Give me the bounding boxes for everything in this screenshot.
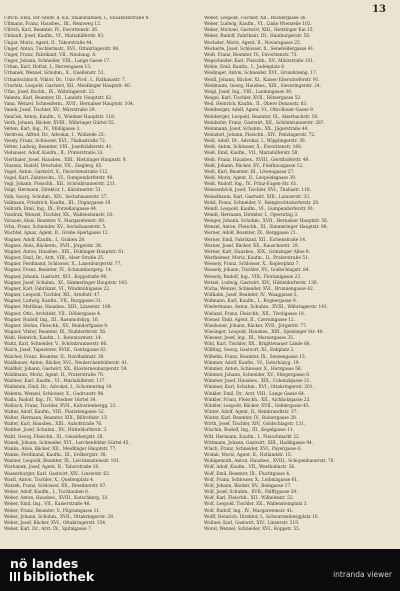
directory-entry: Wachtel, Ignaz, Agent, II., Große Sperlgasse 12. bbox=[4, 231, 109, 237]
directory-entry: Weber, Josef, Bäcker, XVI., Ottakringerstr. 154. bbox=[4, 520, 107, 526]
directory-entry: Winter, Karl, Beamter, IV., Rainergasse 28. bbox=[204, 416, 298, 422]
directory-entry: Wastl, Anton, Tischler, X., Quellenplatz 4. bbox=[4, 477, 95, 483]
directory-entry: Weidl, Johann, Bäcker, XI., Kaiser-Ebersdorferstr. 91. bbox=[204, 77, 320, 83]
directory-entry: Wimmer, Anton, Schlosser, X., Herzgasse 56. bbox=[204, 366, 302, 372]
directory-entry: Wagner, Adolf, Kaufm., I., Graben 28. bbox=[4, 237, 86, 243]
directory-entry: Wolf, Franz, Schlosser, X., Leibnizgasse 61. bbox=[204, 477, 299, 483]
directory-entry: Weinmann, Josef, Schuhm., XX., Jägerstraße 44. bbox=[204, 126, 309, 132]
directory-entry: Wilfling, Georg, Gastwirt, XI., Enkplatz 2. bbox=[204, 348, 295, 354]
directory-entry: Wagner, Rudolf, Ing., III., Rasumofskyg. 16. bbox=[4, 317, 99, 323]
directory-entry: Weidmann, Georg, Hausbes., XIX., Sieveringerstr. 24. bbox=[204, 83, 321, 89]
directory-entry: Walter, Hermann, Beamter, XIX., Billrothstr. 13. bbox=[4, 416, 109, 422]
directory-entry: Wolf, Rudolf, Ing., IV., Margaretenstr. 41. bbox=[204, 508, 294, 514]
directory-entry: Wagner, Karl, Fabrikant, VI., Windmühlgasse 22. bbox=[4, 286, 111, 292]
directory-entry: Vetter, Ludwig, Beamter, VIII., Josefstädterstr. 41. bbox=[4, 145, 113, 151]
directory-entry: Weiß, Emil, Kaufm., VII., Mariahilferstr. 58. bbox=[204, 151, 299, 157]
directory-entry: Weigl, Josef, Ing., VIII., Laudongasse 39. bbox=[204, 89, 293, 95]
directory-entry: Wimmer, Josef, Hausbes., XIX., Cobenzlgasse 31. bbox=[204, 379, 311, 385]
directory-entry: Unger, Johann, Schneider, VIII., Lange Gasse 17. bbox=[4, 59, 111, 65]
directory-entry: Vierthaler, Josef, Hausbes., XIII., Hietzinger Hauptstr. 9. bbox=[4, 157, 127, 163]
directory-entry: Waitz, Karl, Schneider, V., Schönbrunnerstr. 66. bbox=[4, 342, 108, 348]
directory-entry: Ulrich, Emil, Dir.-Stellv. d. k.k. Staatsbahnen, I., Elisabethstraße 9. bbox=[4, 16, 150, 21]
directory-entry: Urschitz, Leopold, Gastwirt, XII., Meidlinger Hauptstr. 40. bbox=[4, 83, 132, 89]
directory-entry: Wollner, Karl, Gastwirt, XIV., Linzerstr. 219. bbox=[204, 520, 300, 526]
directory-entry: Wagner, Johann, Gastwirt, XVI., Koppstraße 90. bbox=[4, 274, 108, 280]
directory-entry: Vogel, Anton, Gastwirt, X., Favoritenstraße 112. bbox=[4, 169, 109, 175]
directory-entry: Weiß, Moriz, Agent, II., Leopoldsgasse 39. bbox=[204, 176, 297, 182]
directory-entry: Umlauft, Josef, Kaufm., VI., Mariahilferstr. 83. bbox=[4, 34, 105, 40]
directory-entry: Winter, Adolf, Agent, II., Rembrandtstr. 37. bbox=[204, 410, 298, 415]
directory-entry: Wilhelm, Franz, Beamter, IX., Sensengasse 13. bbox=[204, 354, 306, 360]
directory-entry: Vollmann, Friedrich, Kaufm., III., Ungargasse 19. bbox=[4, 200, 112, 206]
directory-entry: Wittmann, Johann, Gastwirt, XIII., Hadikgasse 94. bbox=[204, 440, 314, 446]
directory-entry: Wolff, Heinrich, Direktor, I., Schwarzenbergplatz 10. bbox=[204, 514, 319, 520]
directory-entry: Weber, Rudolf, Fabrikant, III., Hainburgerstr. 58. bbox=[204, 34, 311, 40]
directory-entry: Wendl, Leopold, Kaufm., VI., Gumpendorferstr. 91. bbox=[204, 206, 315, 212]
directory-entry: Walla, Rudolf, Ing., IV., Wiedner Gürtel 34. bbox=[4, 397, 97, 403]
directory-entry: Weckerle, Josef, Schlosser, X., Senefeldergasse 41. bbox=[204, 46, 315, 52]
directory-entry: Wagner, Franz, Beamter, IV., Schaumburgerg. 14. bbox=[4, 268, 113, 274]
directory-entry: Wedl, Franz, Beamter, IV., Favoritenstr. 73. bbox=[204, 52, 298, 58]
directory-entry: Unger, Anton, Tischlermstr., XVI., Ottakringerstr. 98. bbox=[4, 46, 120, 52]
directory-entry: Uthe, Josef, Buchh., IX., Währingerstr. 22. bbox=[4, 89, 96, 95]
directory-entry: Walenta, Wenzel, Schlosser, X., Gudrunstr. 96. bbox=[4, 391, 105, 397]
directory-entry: Wimmer, Adolf, Kaufm., VI., Esterházyg. 19. bbox=[204, 360, 300, 366]
directory-entry: Wetzel, Ludwig, Gastwirt, XIV., Hütteldorferstr. 136. bbox=[204, 280, 318, 286]
directory-entry: Wallisch, Franz, Tischler, XVII., Kalvarienbergg. 21. bbox=[4, 403, 117, 409]
directory-entry: Wiesinger, Leopold, Hausbes., XIII., Speisinger Str. 40. bbox=[204, 329, 324, 335]
directory-entry: Weiß, Anton, Schlosser, X., Favoritenstr. 168. bbox=[204, 145, 303, 151]
directory-entry: Wasserburger, Karl, Gastwirt, XIV., Linzerstr. 62. bbox=[4, 471, 111, 477]
left-column bbox=[4, 16, 194, 533]
directory-entry: Wiesbauer, Johann, Bäcker, XVII., Jörgerstr. 77. bbox=[204, 323, 308, 329]
directory-entry: Weber, Anton, Hausbes., XVIII., Kutschkerg. 33. bbox=[4, 496, 109, 502]
directory-entry: Weiß, Johann, Bäcker, XV., Fünfhausgasse 12. bbox=[204, 163, 304, 169]
directory-entry: Wanka, Alois, Bäcker, XII., Meidlinger Hauptstr. 77. bbox=[4, 446, 117, 452]
directory-entry: Werner, Emil, Fabrikant, XII., Eichenstraße 14. bbox=[204, 237, 307, 243]
directory-entry: Volk, Georg, Schuhm., XIV., Sechshauserstr. 27. bbox=[4, 194, 108, 200]
directory-entry: Vaniček, Anton, Kaufm., V., Wiedner Hauptstr. 118. bbox=[4, 114, 116, 120]
directory-entry: Wendt, Hermann, Direktor, I., Opernring 3. bbox=[204, 213, 299, 218]
directory-entry: Wertheimer, Moriz, Kaufm., II., Praterstraße 51. bbox=[204, 256, 310, 262]
page-number: 13 bbox=[372, 4, 386, 15]
directory-entry: Wagner, Ludwig, Kaufm., VII., Burggasse 31. bbox=[4, 299, 102, 305]
directory-entry: Wagner, Otto, Architekt, VII., Döblergasse 4. bbox=[4, 311, 102, 317]
directory-entry: Weinhofer, Franz, Gastwirt, XII., Schönbrunnerstr. 287. bbox=[204, 120, 325, 126]
directory-entry: Ullmann, Franz, Hausbes., III., Rennweg 12. bbox=[4, 22, 102, 28]
directory-entry: Wolf, Josef, Schuhm., XVII., Palffygasse 29. bbox=[204, 490, 298, 496]
directory-entry: Winkler, Leopold, Bäcker, XVII., Geblergasse 45. bbox=[204, 403, 310, 409]
directory-entry: Wodak, Moriz, Agent, II., Hollandstr. 15. bbox=[204, 453, 292, 459]
directory-entry: Wehle, Emil, Kaufm., I., Judenplatz 6. bbox=[204, 65, 286, 71]
directory-entry: Wagner, Ferdinand, Schlosser, X., Laxenburgerstr. 77. bbox=[4, 262, 122, 268]
directory-entry: Unger, Franz, Fabrikant, VII., Neubaug. 8. bbox=[4, 52, 97, 58]
viewer-footer bbox=[0, 549, 400, 591]
directory-entry: Waldmann, Moriz, Agent, II., Praterstraße 70. bbox=[4, 373, 105, 379]
directory-entry: Vana, Wenzel, Schneiderm., XVII., Hernalser Hauptstr. 104. bbox=[4, 102, 135, 108]
directory-entry: Waldstein, Emil, Dr., Advokat, I., Schottenring 19. bbox=[4, 385, 113, 391]
directory-entry: Weinberger, Adolf, Agent, VI., Otto-Bauer-Gasse 9. bbox=[204, 108, 315, 114]
directory-entry: Wagner, Anton, Hausbes., XIX., Döblinger Hauptstr. 61. bbox=[4, 249, 126, 255]
directory-entry: Wenzel, Anton, Fleischh., XI., Simmeringer Hauptstr. 88. bbox=[204, 225, 328, 231]
directory-entry: Walter, Adolf, Kaufm., VIII., Piaristengasse 52. bbox=[4, 410, 105, 415]
directory-entry: Weiß, Franz, Hausbes., XVIII., Gersthoferstr. 49. bbox=[204, 157, 310, 163]
directory-entry: Welzl, Franz, Schneider, V., Reinprechtsdorferstr. 20. bbox=[204, 200, 320, 206]
directory-entry: Vondrak, Wenzel, Tischler, XX., Wallensteinstr. 18. bbox=[4, 213, 114, 218]
directory-entry: Vollrath, Emil, Ing., IX., Porzellangasse 44. bbox=[4, 206, 98, 212]
directory-entry: Wenger, Johann, Schuhm., XVII., Hernalser Hauptstr. 56. bbox=[204, 219, 329, 225]
directory-entry: Wohlgemuth, Anton, Hausbes., XVIII., Schopenhauerstr. 70. bbox=[204, 459, 335, 465]
directory-entry: Widmann, Karl, Kaufm., I., Bognergasse 9. bbox=[204, 299, 297, 305]
directory-entry: Wanek, Johann, Schneider, XVI., Lerchenfelder Gürtel 45. bbox=[4, 440, 130, 446]
directory-entry: Verdross, Alfred, Dr., Advokat, I., Wollzeile 25. bbox=[4, 132, 105, 138]
directory-entry: Wechsler, Moriz, Agent, II., Novaragasse 25. bbox=[204, 40, 302, 46]
directory-entry: Viehauser, Adolf, Kaufm., II., Praterstraße 33. bbox=[4, 151, 104, 157]
directory-entry: Wiener, Emil, Agent, II., Czerningasse 12. bbox=[204, 317, 296, 323]
directory-entry: Watzek, Franz, Schlosser, XX., Dresdnerstr. 87. bbox=[4, 483, 107, 489]
directory-entry: Vogl, Johann, Fleischh., XII., Schönbrunnerstr. 231. bbox=[4, 182, 116, 188]
directory-entry: Urban, Karl, Hofrat, I., Herrengasse 13. bbox=[4, 65, 92, 71]
directory-entry: Wlach, Franz, Schneider, XVI., Payergasse 6. bbox=[204, 446, 302, 452]
logo-line-2 bbox=[10, 568, 95, 584]
directory-entry: Wild, Karl, Tischler, XX., Brigittenauer Lände 66. bbox=[204, 342, 311, 348]
directory-entry: Vesely, Franz, Schlosser, XVI., Thaliastraße 72. bbox=[4, 139, 107, 145]
directory-entry: Ungar, Moriz, Agent, II., Taborstraße 44. bbox=[4, 40, 94, 46]
directory-entry: Wagner, Viktor, Beamter, IX., Nußdorferstr. 56. bbox=[4, 329, 107, 335]
directory-entry: Wagner, Emil, Dr., Arzt, VIII., Alser Straße 25. bbox=[4, 256, 105, 262]
directory-entry: Warhanek, Josef, Agent, II., Taborstraße 18. bbox=[4, 465, 100, 471]
directory-entry: Wessely, Rudolf, Ing., VIII., Florianigasse 23. bbox=[204, 274, 302, 280]
directory-entry: Wimmer, Johann, Schneider, XV., Stiegergasse 8. bbox=[204, 373, 311, 379]
directory-entry: Weber, Emil, Ing., VII., Kaiserstraße 46. bbox=[4, 502, 91, 508]
directory-entry: Weil, Heinrich, Kaufm., II., Obere Donaustr. 63. bbox=[204, 102, 308, 108]
directory-entry: Waltl, Georg, Fleischh., XI., Geiselbergstr. 28. bbox=[4, 434, 104, 440]
directory-entry: Winkler, Franz, Fleischh., XII., Aichholzgasse 23. bbox=[204, 397, 311, 403]
directory-entry: Wegscheider, Karl, Fleischh., XV., Märzstraße 101. bbox=[204, 59, 315, 65]
directory-entry: Walcher, Franz, Beamter, II., Nordbahnstr. 30. bbox=[4, 354, 105, 360]
directory-entry: Weiß, Adolf, Dr., Advokat, I., Wipplingerstr. 30. bbox=[204, 139, 306, 145]
right-column bbox=[204, 16, 394, 533]
directory-entry: Wagner, Stefan, Fleischh., XV., Reindorfgasse 9. bbox=[4, 323, 109, 329]
directory-entry: Werner, Karl, Hausbes., XIX., Grinzinger Allee 8. bbox=[204, 249, 311, 255]
directory-entry: Vrba, Franz, Schneider, XV., Sechshauserstr. 5. bbox=[4, 225, 107, 231]
directory-entry: Wanner, Leopold, Beamter, IX., Liechtensteinstr. 101. bbox=[4, 459, 121, 465]
directory-entry: Walther, Josef, Schuhm., XV., Hütteldorferstr. 3. bbox=[4, 428, 108, 434]
directory-entry: Weber, Franz, Beamter, V., Pilgramgasse 11. bbox=[4, 508, 101, 514]
directory-entry: Velten, Karl, Ing., IV., Mühlgasse 3. bbox=[4, 126, 81, 132]
directory-entry: Weber, Michael, Gastwirt, XIII., Hietzinger Kai 15. bbox=[204, 28, 314, 34]
logo-line-1: nö landes bbox=[10, 556, 79, 571]
directory-entry: Weidinger, Anton, Schneider, XVI., Grundsteing. 17. bbox=[204, 71, 318, 77]
directory-entry: Veith, Johann, Bäcker, XVIII., Währinger Gürtel 55. bbox=[4, 120, 115, 126]
directory-entry: Waldner, Karl, Kaufm., VI., Mariahilferstr. 117. bbox=[4, 379, 106, 385]
directory-entry: Wolf, Emil, Beamter, IX., Fluchtgasse 4. bbox=[204, 471, 291, 477]
directory-entry: Weber, Ludwig, Kaufm., VI., Linke Wienzeile 102. bbox=[204, 22, 312, 28]
directory-entry: Urbanek, Wenzel, Schuhm., X., Quellenstr. 51. bbox=[4, 71, 105, 77]
directory-entry: Werner, Josef, Bäcker, XX., Rauscherstr. 29. bbox=[204, 243, 299, 249]
directory-entry: Wolf, Karl, Fleischh., XII., Wilhelmstr. 52. bbox=[204, 496, 294, 502]
directory-entry: Wagner, Alois, Bäckerm., XVII., Jörgerstr. 38. bbox=[4, 243, 103, 249]
directory-entry: Walter, Karl, Hausbes., XIII., Auhofstraße 76. bbox=[4, 422, 103, 428]
directory-entry: Wischin, Rudolf, Ing., III., Kegelgasse 11. bbox=[204, 428, 294, 434]
directory-entry: Witt, Hermann, Kaufm., I., Fleischmarkt 22. bbox=[204, 434, 301, 440]
logo-line-2-text: bibliothek bbox=[23, 568, 95, 584]
directory-entry: Voigt, Hermann, Direktor, I., Kärntnerstr. 51. bbox=[4, 188, 103, 194]
directory-entry: Weber, Adolf, Kaufm., I., Tuchlauben 8. bbox=[4, 490, 90, 496]
directory-entry: Wieland, Franz, Fleischh., XII., Tivoligasse 18. bbox=[204, 311, 306, 317]
directory-entry: Wanke, Ferdinand, Kaufm., III., Erdbergstr. 38. bbox=[4, 453, 107, 459]
directory-entry: Wolf, Johann, Bäcker, XV., Beingasse 17. bbox=[204, 483, 292, 489]
directory-entry: Urbantschitsch, Viktor, Dr., Univ.-Prof., I., Rathausstr. 7. bbox=[4, 77, 127, 83]
directory-entry: Wessely, Johann, Tischler, XV., Goldschlagstr. 84. bbox=[204, 268, 310, 274]
directory-entry: Widhalm, Josef, Beamter, IV., Waaggasse 5. bbox=[204, 293, 298, 299]
logo-mark-icon bbox=[10, 572, 20, 581]
directory-entry: Wiesner, Josef, Ing., III., Marxergasse 35. bbox=[204, 336, 295, 342]
directory-entry: Wolf, Leopold, Tischler, XX., Wallensteinplatz 3. bbox=[204, 502, 308, 508]
directory-entry: Waldhör, Johann, Gastwirt, XX., Klosterneuburgerstr. 59. bbox=[4, 366, 128, 372]
directory-entry: Wicha, Wenzel, Schneider, XVI., Brunnengasse 42. bbox=[204, 286, 315, 292]
directory-entry: Weixelbaum, Karl, Gastwirt, XIII., Lainzerstr. 33. bbox=[204, 194, 311, 200]
directory-entry: Worel, Wenzel, Schneider, XVI., Koppstr. 55. bbox=[204, 526, 301, 532]
directory-entry: Ullrich, Karl, Beamter, IV., Favoritenstr. 26. bbox=[4, 28, 99, 34]
directory-entry: Walch, Josef, Tapezierer, XVIII., Gentzgasse 82. bbox=[4, 348, 107, 354]
directory-entry: Vanek, Josef, Tischler, XV., Märzstraße 29. bbox=[4, 108, 96, 114]
directory-entry: Weigel, Karl, Tischler, XVII., Rötzergasse 52. bbox=[204, 96, 302, 102]
directory-entry: Weber, Leopold, Tischler, XII., Ruckergasse 36. bbox=[204, 16, 307, 21]
directory-entry: Vinzenz, Rudolf, Drechsler, VII., Zieglerg. 65. bbox=[4, 163, 103, 169]
directory-entry: Wirth, Josef, Tischler, XIV., Goldschlagstr. 131. bbox=[204, 422, 306, 428]
directory-entry: Vorauer, Alois, Beamter, V., Margaretenstr. 88. bbox=[4, 219, 106, 225]
directory-entry: Weiß, Rudolf, Ing., IV., Prinz-Eugen-Str. 61. bbox=[204, 182, 298, 188]
directory-entry: Weiß, Karl, Beamter, III., Löwengasse 27. bbox=[204, 169, 295, 175]
directory-entry: Weinberger, Leopold, Beamter, IX., Alserbachstr. 18. bbox=[204, 114, 319, 120]
directory-entry: Waldbauer, Anton, Bäcker, XVI., Neulerchenfelderstr. 41. bbox=[4, 360, 129, 366]
directory-entry: Wolf, Adolf, Kaufm., VII., Westbahnstr. 36. bbox=[204, 465, 296, 471]
library-logo[interactable] bbox=[10, 558, 94, 583]
directory-entry: Weissenböck, Josef, Tischler, XVI., Thaliastr. 118. bbox=[204, 188, 311, 194]
viewer-label: intranda viewer bbox=[333, 570, 392, 579]
directory-entry: Wahl, Heinrich, Kaufm., I., Rotenturmstr. 14. bbox=[4, 336, 102, 342]
directory-entry: Wessely, Franz, Schlosser, X., Keplerplatz 7. bbox=[204, 262, 300, 268]
directory-entry: Valenta, Karl, Beamter, III., Landstr. Hauptstr. 62. bbox=[4, 96, 113, 102]
directory-entry: Wimmer, Karl, Schuhm., XVI., Ottakringerstr. 201. bbox=[204, 385, 314, 391]
directory-entry: Wagner, Matthias, Hausbes., XIII., Linzerstr. 108. bbox=[4, 305, 112, 311]
directory-entry: Wagner, Josef, Schuhm., XI., Simmeringer Hauptstr. 143. bbox=[4, 280, 129, 286]
directory-entry: Weber, Karl, Dr., Arzt, IX., Spitalgasse 7. bbox=[4, 526, 93, 532]
directory-entry: Wiedermann, Anton, Schuhm., XVIII., Währingerstr. 141. bbox=[204, 305, 329, 311]
directory-entry: Wagner, Leopold, Tischler, XII., Arndtstr. 47. bbox=[4, 293, 101, 299]
directory-entry: Weber, Johann, Schuhm., XVII., Ottakringerstr. 29. bbox=[4, 514, 115, 520]
directory-entry: Vogel, Karl, Zahntechn., VI., Gumpendorferstr. 48. bbox=[4, 176, 114, 182]
directory-entry: Winkler, Emil, Dr., Arzt, VIII., Lange Gasse 64. bbox=[204, 391, 306, 397]
directory-entry: Weinzierl, Johann, Fleischh., XIV., Penzingerstr. 72. bbox=[204, 132, 316, 138]
directory-entry: Werner, Adolf, Beamter, IX., Berggasse 21. bbox=[204, 231, 297, 237]
